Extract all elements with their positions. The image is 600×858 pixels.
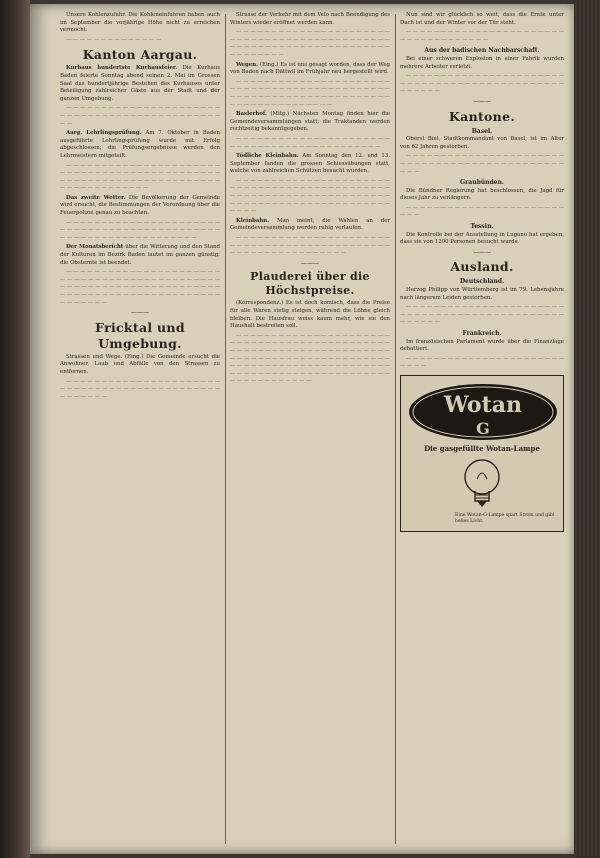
filler-text: — — — — — — — — — — — — — — — — — — — — — — — — — — — — — — — — — — — — — — — — — — — — — — — — — — — —	[400, 73, 564, 95]
brand-letter-text: G	[476, 418, 490, 438]
news-item-text: Die Kontrolle bei der Ausstellung in Lugano hat ergeben, dass sie von 1200 Personen besucht wurde.	[400, 231, 564, 246]
news-item-heading: Baslerhof.	[236, 111, 267, 118]
column-rule	[395, 14, 396, 844]
newspaper-page	[30, 4, 576, 854]
filler-text: — — — — — — — — — — — — — — — — — — — — — — — — — — — — — — — — — — — — — — — — — — — — — — — — — — — —	[400, 304, 564, 326]
news-item-text: Am Sonntag den 12. und 13. September fanden die grossen Schiessübungen statt, welche von zahlreichen Schützen besucht wurden.	[230, 153, 390, 175]
paragraph: Nun sind wir glücklich so weit, dass die Ernte unter Dach ist und der Winter vor der Tür steht.	[400, 12, 564, 26]
news-item-heading: Tödliche Kleinbahn.	[236, 153, 299, 160]
news-item-heading: Kurhaus hundertste Kurhausfeier.	[66, 65, 178, 72]
column-1	[60, 12, 220, 846]
category-heading: Graubünden.	[460, 179, 504, 187]
filler-text: — — — — — — — — — — — — — — — — — — — — — — — — — — — — — — — — — — — — — — — — — — — — — — —	[60, 105, 220, 127]
separator-line: ———	[473, 97, 491, 105]
paragraph: Strasse der Verkehr mit dem Velo nach Beendigung des Winters wieder eröffnet werden kann.	[230, 12, 390, 26]
separator-line: ———	[301, 259, 319, 267]
section-heading-kantone: Kantone.	[449, 108, 515, 124]
news-item-text: über die Witterung und den Stand der Kulturen im Bezirk Baden lautet im ganzen günstig; die Obsternte ist beendet.	[60, 244, 220, 266]
news-item	[60, 195, 220, 218]
light-bulb-icon	[460, 457, 504, 511]
news-item-heading: Der Monatsbericht	[66, 244, 124, 251]
book-spine	[0, 0, 30, 858]
section-heading-aargau: Kanton Aargau.	[82, 47, 198, 63]
filler-text: — — — — — — — — — — — — — — — — — — — — — — — — — — — — — — — — — — — — — — — — — — — — — — — — — — — — — — — — — — — — — — — — — — — — — — — — — — — —	[230, 29, 390, 58]
filler-text: — — — — — — — — — — — — — — — — — — — — — — — — — — — — — — — — — — — — — — — — — — — — — — — — —	[400, 153, 564, 175]
news-item-text: Die Kurhaus Baden feierte Sonntag abend seinen 2. Mai im Grossen Saal das hundertjährige Bestehen des Kurhauses unter Beteiligung zahlreicher Gäste aus der Stadt und der ganzen Umgebung.	[60, 65, 220, 102]
section-heading-ausland: Ausland.	[450, 259, 514, 275]
news-item-text: Oberst Biel, Stadtkommandant von Basel, ist im Alter von 62 Jahren gestorben.	[400, 136, 564, 150]
column-3	[400, 12, 564, 846]
filler-text: — — — — — — — — — — — — — — — — — — — — — — — — — — — — — — — — — — — — — — — — — — — — — — — — — — — — — — — — — — — — — — — — — — — — — — — — — — — — — — — — — — — — — — — — — — — — — — — — — — — — — — — — — — — — — — — — — — — — — — — — — — — — — — — — — — — — — — — — — — — — — — — — — — — — —	[230, 332, 390, 385]
page-edges	[574, 0, 600, 858]
news-item	[60, 65, 220, 103]
filler-text: — — — — — — — — — — — — — —	[66, 36, 162, 43]
column-rule	[225, 14, 226, 844]
filler-text: — — — — — — — — — — — — — — — — — — — — — — — — — — —	[400, 355, 564, 370]
paragraph: Im französischen Parlament wurde über die Finanzlage debattiert.	[400, 338, 564, 353]
paragraph: (Korrespondenz.) Es ist doch komisch, dass die Preise für alle Waren stetig steigen, während die Löhne gleich bleiben. Die Hausfrau weiss kaum mehr, wie sie den Haushalt bestreiten soll.	[230, 300, 390, 330]
filler-text: — — — — — — — — — — — — — — — — — — — — — — — — — — — — — — — — — — — — — — — — — — — —	[230, 135, 390, 150]
filler-text: — — — — — — — — — — — — — — — — — — — — — — — — — — — — — — — — — — — —	[400, 29, 564, 43]
filler-text: — — — — — — — — — — — — — — — — — — — — — — — — — — — — — — — — — — — — — — — — — — — — — — — — — — — — — — — — — — — — — — — — — — — — — — — — — — — — — — — — — — — — — — — — — — — — — — —	[230, 177, 390, 215]
filler-text: — — — — — — — — — — — — — — — — — — — — — — — — — — — — — — — — — — — — — — — — — — — — — — — — — — — — — — — — — — — — — — — — — — — — — — — — — — — — — — — — —	[60, 162, 220, 192]
filler-text: — — — — — — — — — — — — — — — — — — — — — — — — — — — — — — — — — — — — — — — — — — — — — — — — — — — —	[60, 378, 220, 400]
category-heading: Tessin.	[470, 223, 494, 231]
news-item	[60, 130, 220, 160]
news-item-text: Man meint, die Wahlen an der Gemeindeversammlung werden ruhig verlaufen.	[230, 217, 390, 232]
news-item-heading: Aarg. Lehrlingsprüfung.	[66, 130, 142, 137]
filler-text: — — — — — — — — — — — — — — — — — — — — — — — — — — — — — — — — — — — — — — — — — — — — — — — — — — — — — — — — — — — — — — — — — — — — — — — — — — — — — — — — — — —	[230, 78, 390, 108]
column-2	[230, 12, 390, 846]
filler-text: — — — — — — — — — — — — — — — — — — — — — — — — — — — — — — — — — — — — — — — — — — — — — — — — — — — — — — — — — — — — — — — — — — — — — — — — — — — — — — — — — — — — — — — — — — — — — — — — — —	[60, 269, 220, 306]
news-item-heading: Kleinbahn.	[236, 217, 270, 224]
filler-text: — — — — — — — — — — — — — — — — — — — — — — — — — — — — — — — — — — — — — — — — — — — — — — — — — — — — — — — — — — — — — —	[230, 235, 390, 257]
news-item	[230, 111, 390, 134]
section-heading-plauderei: Plauderei über die Höchstpreise.	[250, 270, 370, 298]
category-heading: Frankreich.	[462, 330, 502, 337]
ad-tagline: Die gasgefüllte Wotan-Lampe	[424, 443, 540, 453]
news-item	[230, 218, 390, 233]
news-item	[230, 153, 390, 176]
ad-fine-print: Eine Wotan-G-Lampe spart Strom und gibt helles Licht.	[455, 512, 555, 524]
news-item-text: (Eing.) Es ist uns gesagt worden, dass der Weg von Baden nach Dättwil im Frühjahr neu hergestellt wird.	[230, 61, 390, 76]
intro-paragraph: Unsere Kohlenzufuhr. Die Kohleneinfuhren haben auch im September die vorjährige Höhe nicht zu erreichen vermocht.	[60, 12, 220, 34]
brand-name-text: Wotan	[444, 391, 522, 418]
news-item-text: Die Bevölkerung der Gemeinde wird ersucht, die Bestimmungen der Verordnung über die Feuerpolizei genau zu beachten.	[60, 194, 220, 217]
separator-line: ———	[473, 248, 491, 256]
separator-line: ———	[131, 309, 149, 317]
news-item-text: Am 7. Oktober in Baden ausgeführte Lehrlingsprüfung wurde mit Erfolg abgeschlossen; die Prüfungsergebnisse werden den Lehrmeistern mitgeteilt.	[60, 130, 220, 159]
filler-text: — — — — — — — — — — — — — — — — — — — — — — — — — — — — — — — — — — — — — — — — — — — — — — — — — — — — — — — — — — — — — — — — —	[60, 219, 220, 241]
wotan-logo	[407, 382, 559, 442]
paragraph: Herzog Philipp von Württemberg ist im 79. Lebensjahre nach längerem Leiden gestorben.	[400, 287, 564, 301]
category-heading: Deutschland.	[459, 278, 505, 286]
paragraph: Bei einer schweren Explosion in einer Fabrik wurden mehrere Arbeiter verletzt.	[400, 55, 564, 70]
section-heading-fricktal: Fricktal und Umgebung.	[95, 319, 185, 351]
wotan-lamp-advertisement	[400, 375, 564, 532]
category-heading: Aus der badischen Nachbarschaft.	[424, 47, 540, 55]
filler-text: — — — — — — — — — — — — — — — — — — — — — — — — — —	[400, 204, 564, 219]
news-item	[60, 244, 220, 267]
news-item-heading: Das zweite Wetter.	[66, 194, 126, 201]
news-item-heading: Wegen.	[236, 61, 259, 68]
news-item-text: Strassen und Wege. (Eing.) Die Gemeinde ersucht die Anwohner, Laub und Abfälle von den Strassen zu entfernen.	[60, 353, 220, 375]
category-heading: Basel.	[471, 127, 493, 135]
news-item-text: (Mitg.) Nächsten Montag finden hier die Gemeindeversammlungen statt; die Traktanden werden rechtzeitig bekanntgegeben.	[230, 111, 390, 133]
news-item-text: Die Bündner Regierung hat beschlossen, die Jagd für dieses Jahr zu verlängern.	[400, 187, 564, 202]
news-item	[230, 62, 390, 77]
